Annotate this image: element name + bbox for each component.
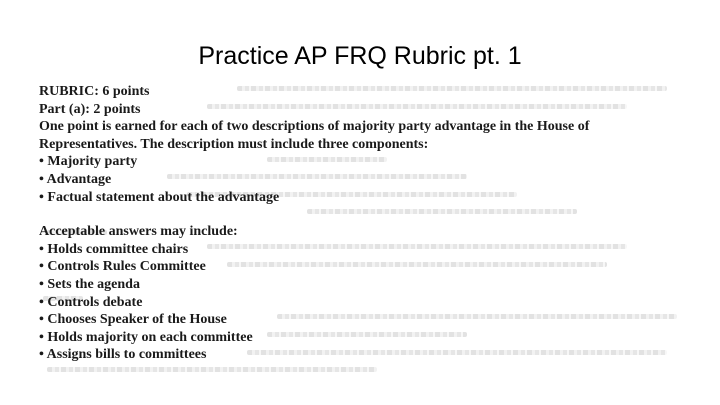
acceptable-answer-item: • Sets the agenda: [39, 276, 140, 292]
component-item: • Majority party: [39, 154, 138, 170]
acceptable-answer-item: • Assigns bills to committees: [39, 347, 207, 363]
component-item: • Factual statement about the advantage: [39, 189, 280, 205]
description-line: One point is earned for each of two descriptions of majority party advantage in the House of: [39, 119, 590, 135]
acceptable-answer-item: • Holds committee chairs: [39, 241, 189, 257]
acceptable-answer-item: • Controls debate: [39, 294, 143, 310]
component-item: • Advantage: [39, 171, 112, 187]
slide-title: Practice AP FRQ Rubric pt. 1: [198, 42, 522, 70]
description-line: Representatives. The description must include three components:: [39, 136, 429, 152]
rubric-text: [39, 83, 589, 364]
scanned-rubric-image: [37, 80, 677, 380]
acceptable-answer-item: • Controls Rules Committee: [39, 259, 206, 275]
acceptable-answer-item: • Chooses Speaker of the House: [39, 312, 227, 328]
bleed-through-line: [47, 367, 377, 372]
acceptable-answer-item: • Holds majority on each committee: [39, 329, 253, 345]
spacer: [39, 206, 589, 223]
part-a-heading: Part (a): 2 points: [39, 101, 141, 117]
acceptable-answers-heading: Acceptable answers may include:: [39, 224, 238, 240]
rubric-header: RUBRIC: 6 points: [39, 84, 150, 99]
